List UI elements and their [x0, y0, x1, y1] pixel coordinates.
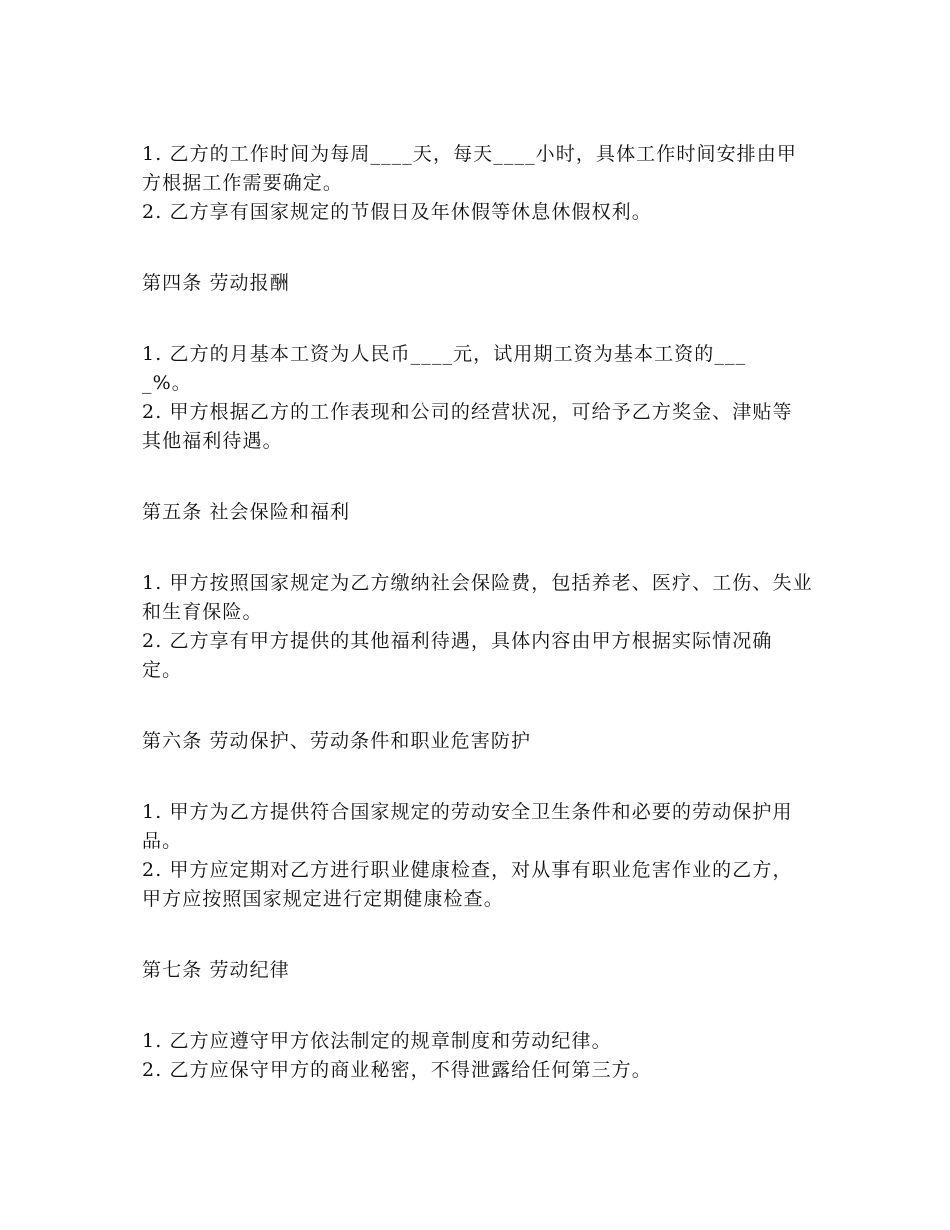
section-4-heading: 第四条 劳动报酬: [142, 272, 290, 294]
s3-item-1: 1. 乙方的工作时间为每周____天，每天____小时，具体工作时间安排由甲方根据工作需要确定。: [142, 143, 797, 194]
s4-item-1: 1. 乙方的月基本工资为人民币____元，试用期工资为基本工资的____%。: [142, 343, 747, 394]
s4-item-2: 2. 甲方根据乙方的工作表现和公司的经营状况，可给予乙方奖金、津贴等其他福利待遇。: [142, 401, 793, 452]
s5-item-2: 2. 乙方享有甲方提供的其他福利待遇，具体内容由甲方根据实际情况确定。: [142, 630, 773, 681]
s5-item-1: 1. 甲方按照国家规定为乙方缴纳社会保险费，包括养老、医疗、工伤、失业和生育保险。: [142, 572, 813, 623]
document-page: [142, 140, 832, 1085]
s6-item-2: 2. 甲方应定期对乙方进行职业健康检查，对从事有职业危害作业的乙方，甲方应按照国家规定进行定期健康检查。: [142, 859, 793, 910]
s6-item-1: 1. 甲方为乙方提供符合国家规定的劳动安全卫生条件和必要的劳动保护用品。: [142, 801, 793, 852]
s7-item-1: 1. 乙方应遵守甲方依法制定的规章制度和劳动纪律。: [142, 1030, 612, 1052]
s7-item-2: 2. 乙方应保守甲方的商业秘密，不得泄露给任何第三方。: [142, 1059, 652, 1081]
section-5-heading: 第五条 社会保险和福利: [142, 501, 351, 523]
s3-item-2: 2. 乙方享有国家规定的节假日及年休假等休息休假权利。: [142, 201, 652, 223]
section-7-heading: 第七条 劳动纪律: [142, 959, 290, 981]
section-6-heading: 第六条 劳动保护、劳动条件和职业危害防护: [142, 730, 532, 752]
